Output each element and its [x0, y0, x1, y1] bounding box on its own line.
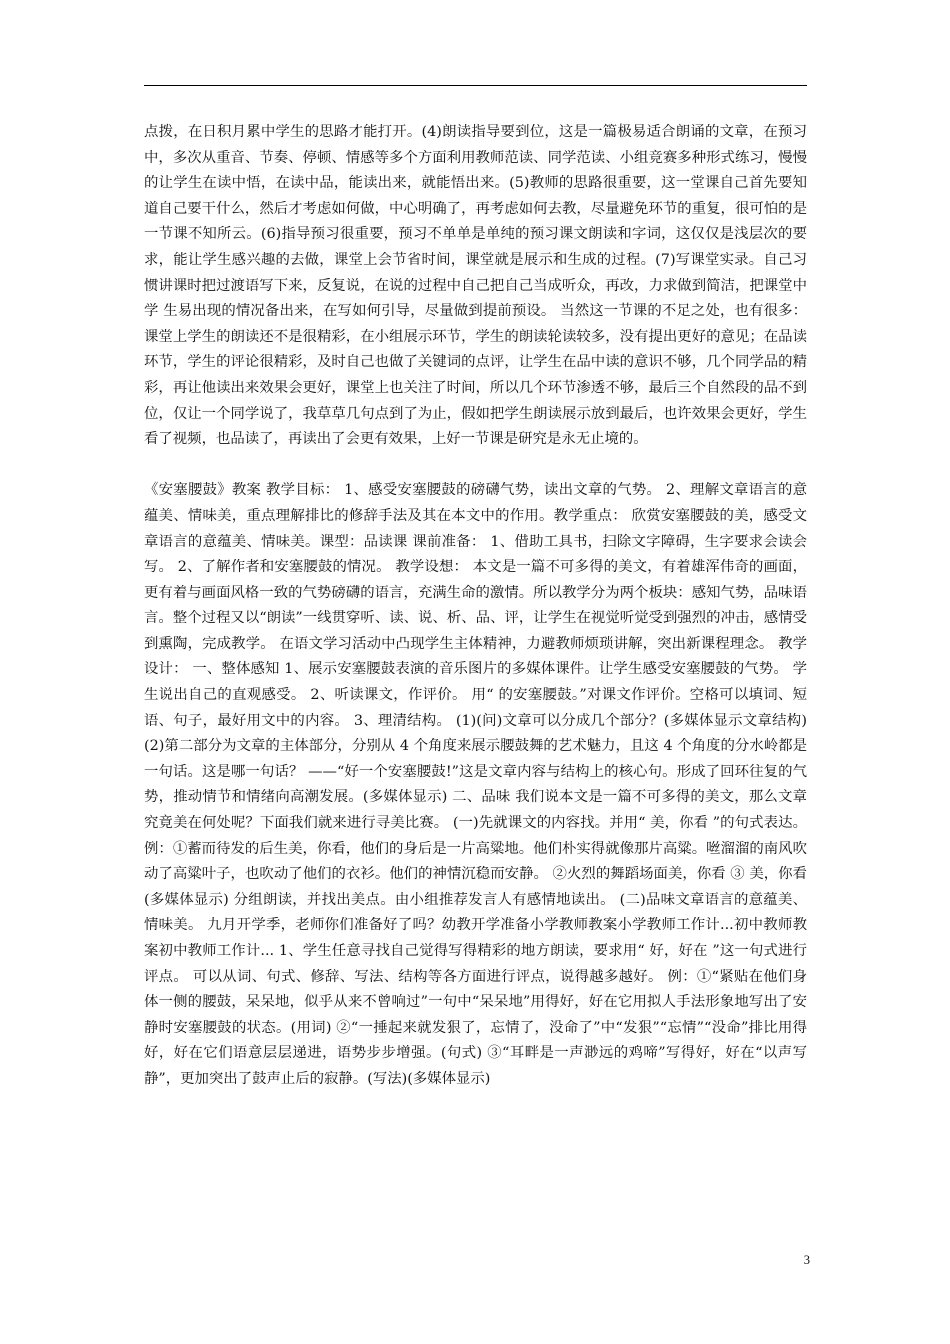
reflection-paragraph: 点拨，在日积月累中学生的思路才能打开。(4)朗读指导要到位，这是一篇极易适合朗诵的文章，在预习中，多次从重音、节奏、停顿、情感等多个方面利用教师范读、同学范读、小组竞赛多种形式练习，慢慢的让学生在读中悟，在读中品，能读出来，就能悟出来。(5)教师的思路很重要，这一堂课自己首先要知道自己要干什么，然后才考虑如何做，中心明确了，再考虑如何去教，尽量避免环节的重复，很可怕的是一节课不知所云。(6)指导预习很重要，预习不单单是单纯的预习课文朗读和字词，这仅仅是浅层次的要求，能让学生感兴趣的去做，课堂上会节省时间，课堂就是展示和生成的过程。(7)写课堂实录。自己习惯讲课时把过渡语写下来，反复说，在说的过程中自己把自己当成听众，再改，力求做到简洁，把课堂中学 生易出现的情况备出来，在写如何引导，尽量做到提前预设。 当然这一节课的不足之处，也有很多：课堂上学生的朗读还不是很精彩，在小组展示环节，学生的朗读轮读较多，没有提出更好的意见；在品读环节，学生的评论很精彩，及时自己也做了关键词的点评，让学生在品中读的意识不够，几个同学品的精彩，再让他读出来效果会更好，课堂上也关注了时间，所以几个环节渗透不够，最后三个自然段的品不到位，仅让一个同学说了，我草草几句点到了为止，假如把学生朗读展示放到最后，也许效果会更好，学生看了视频，也品读了，再读出了会更有效果，上好一节课是研究是永无止境的。 [144, 124, 807, 448]
lesson-plan-paragraph: 《安塞腰鼓》教案 教学目标： 1、感受安塞腰鼓的磅礴气势，读出文章的气势。 2、理解文章语言的意蕴美、情味美，重点理解排比的修辞手法及其在本文中的作用。教学重点： 欣赏安塞腰鼓的美，感受文章语言的意蕴美、情味美。课型：品读课 课前准备： 1、借助工具书，扫除文字障碍，生字要求会读会写。 2、了解作者和安塞腰鼓的情况。 教学设想： 本文是一篇不可多得的美文，有着雄浑伟奇的画面，更有着与画面风格一致的气势磅礴的语言，充满生命的激情。所以教学分为两个板块：感知气势，品味语言。整个过程又以“朗读”一线贯穿听、读、说、析、品、评，让学生在视觉听觉受到强烈的冲击，感情受到熏陶，完成教学。 在语文学习活动中凸现学生主体精神，力避教师烦琐讲解，突出新课程理念。 教学设计： 一、整体感知 1、展示安塞腰鼓表演的音乐图片的多媒体课件。让学生感受安塞腰鼓的气势。 学生说出自己的直观感受。 2、听读课文，作评价。 用“ 的安塞腰鼓。”对课文作评价。空格可以填词、短语、句子，最好用文中的内容。 3、理清结构。 (1)(问)文章可以分成几个部分？(多媒体显示文章结构) (2)第二部分为文章的主体部分，分别从 4 个角度来展示腰鼓舞的艺术魅力，且这 4 个角度的分水岭都是一句话。这是哪一句话？ ——“好一个安塞腰鼓!”这是文章内容与结构上的核心句。形成了回环往复的气势，推动情节和情绪向高潮发展。(多媒体显示) 二、品味 我们说本文是一篇不可多得的美文，那么文章究竟美在何处呢？下面我们就来进行寻美比赛。 (一)先就课文的内容找。并用“ 美，你看 ”的句式表达。 例：①蓄而待发的后生美，你看，他们的身后是一片高粱地。他们朴实得就像那片高粱。咝溜溜的南风吹动了高粱叶子，也吹动了他们的衣衫。他们的神情沉稳而安静。 ②火烈的舞蹈场面美，你看 ③ 美，你看(多媒体显示) 分组朗读，并找出美点。由小组推荐发言人有感情地读出。 (二)品味文章语言的意蕴美、情味美。 九月开学季，老师你们准备好了吗？幼教开学准备小学教师教案小学教师工作计...初中教师教案初中教师工作计... 1、学生任意寻找自己觉得写得精彩的地方朗读，要求用“ 好，好在 ”这一句式进行评点。 可以从词、句式、修辞、写法、结构等各方面进行评点，说得越多越好。 例：①“紧贴在他们身体一侧的腰鼓，呆呆地，似乎从来不曾响过”一句中“呆呆地”用得好，好在它用拟人手法形象地写出了安静时安塞腰鼓的状态。(用词) ②“一捶起来就发狠了，忘情了，没命了”中“发狠”“忘情”“没命”排比用得好，好在它们语意层层递进，语势步步增强。(句式) ③“耳畔是一声渺远的鸡啼”写得好，好在“以声写静”，更加突出了鼓声止后的寂静。(写法)(多媒体显示) [144, 482, 807, 1087]
document-body [144, 120, 807, 1093]
header-rule [144, 85, 807, 86]
page-number: 3 [803, 1253, 810, 1267]
